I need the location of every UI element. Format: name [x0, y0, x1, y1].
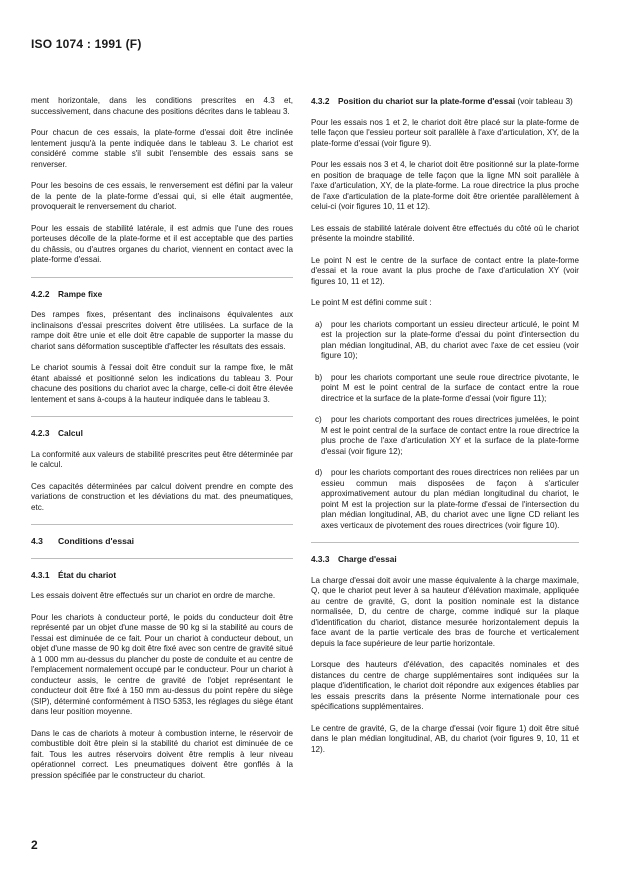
paragraph: Le centre de gravité, G, de la charge d'essai (voir figure 1) doit être situé dans le plan médian longitudinal, AB, du chariot (voir figures 9, 10, 11 et 12).: [311, 723, 579, 754]
paragraph: Le point M est défini comme suit :: [311, 298, 432, 307]
list-text: pour les chariots comportant des roues directrices non reliées par un essieu commun mais disposées de façon à s'articuler approximativement autour du plan médian longitudinal du chariot, le point M est la projection sur la plate-forme d'essai de l'intersection du plan médian longitudinal, AB, du chariot avec une ligne CD reliant les axes verticaux de pivotement des roues directrices (voir figure 10).: [321, 468, 579, 530]
paragraph: Pour les essais de stabilité latérale, il est admis que l'une des roues porteuses décolle de la plate-forme et il est acceptable que des parties du châssis, ou d'autres organes du chariot, viennent en contact avec la plate-forme d'essai.: [31, 223, 293, 264]
section-title: Rampe fixe: [58, 288, 103, 299]
right-column: [311, 96, 579, 766]
section-number: 4.3.1: [31, 569, 50, 580]
list-label: a): [315, 319, 323, 329]
section-heading-4-3-2: [311, 96, 579, 107]
divider: [31, 558, 293, 559]
list-item-c: [311, 415, 579, 457]
list-item-a: [311, 320, 579, 362]
section-number: 4.2.2: [31, 288, 50, 299]
paragraph: Le chariot soumis à l'essai doit être conduit sur la rampe fixe, le mât étant abaissé et positionné selon les indications du tableau 3. Pour chacune des positions du chariot avec la charge, celle-ci doit être élevée lentement et sans à-coups à la hauteur indiquée dans le tableau 3.: [31, 363, 293, 404]
paragraph: Lorsque des hauteurs d'élévation, des capacités nominales et des distances du centre de charge supplémentaires sont indiquées sur la plaque d'identification, le chariot doit répondre aux exigences établies par les essais prescrits dans la présente Norme internationale pour ces spécifications supplémentaires.: [311, 660, 579, 711]
paragraph: Le point N est le centre de la surface de contact entre la plate-forme d'essai et la roue avant la plus proche de l'axe d'articulation XY (voir figures 10, 11 et 12).: [311, 255, 579, 286]
list-text: pour les chariots comportant des roues directrices jumelées, le point M est le point central de la surface de contact entre la roue directrice la plus proche de l'axe d'articulation XY et la surface de la plate-forme d'essai (voir figure 12);: [321, 415, 579, 456]
section-title: Charge d'essai: [338, 554, 397, 564]
page-number: 2: [31, 838, 38, 852]
paragraph: Ces capacités déterminées par calcul doivent prendre en compte des variations de construction et les déviations du mat. des pneumatiques, etc.: [31, 481, 293, 512]
section-title: Calcul: [58, 428, 83, 438]
section-heading-4-2-2: [31, 289, 293, 300]
paragraph: Pour les essais nos 3 et 4, le chariot doit être positionné sur la plate-forme en position de braquage de telle façon que la ligne MN soit parallèle à l'axe d'articulation, XY, de la plate-forme. La roue directrice la plus proche de l'axe d'articulation de la plate-forme doit être orientée parallèlement à celui-ci (voir figures 10, 11 et 12).: [311, 160, 579, 211]
section-heading-4-3: [31, 536, 293, 547]
list-label: c): [315, 415, 322, 424]
list-text: pour les chariots comportant un essieu directeur articulé, le point M est la projection sur la plate-forme d'essai du point d'intersection du plan médian longitudinal, AB, du chariot avec l'axe de cet essieu (voir figure 10);: [321, 319, 579, 360]
left-column: [31, 96, 293, 792]
section-title: État du chariot: [58, 569, 117, 580]
list-label: b): [315, 372, 323, 382]
paragraph: Pour les essais nos 1 et 2, le chariot doit être placé sur la plate-forme de telle façon que l'essieu porteur soit parallèle à l'axe d'articulation, XY, de la plate-forme d'essai (voir figure 9).: [311, 117, 579, 148]
paragraph: Des rampes fixes, présentant des inclinaisons équivalentes aux inclinaisons d'essai prescrites doivent être utilisées. La surface de la rampe doit être unie et elle doit être capable de supporter la masse du chariot sans déformation susceptible d'affecter les résultats des essais.: [31, 310, 293, 351]
section-reference: (voir tableau 3): [517, 96, 573, 106]
paragraph: Pour les chariots à conducteur porté, le poids du conducteur doit être représenté par un objet d'une masse de 90 kg si la stabilité au cours de l'essai est diminuée de ce fait. Pour un chariot à conducteur debout, un objet d'une masse de 90 kg doit être fixé avec son centre de gravité situé à 1 000 mm au-dessus du plancher du poste de conduite et au centre de l'emplacement normalement occupé par le conducteur. Pour un chariot à conducteur assis, le centre de gravité de l'objet représentant le conducteur doit être fixé à 150 mm au-dessus du point repère du siège (SIP), déterminé conformément à l'ISO 5353, les réglages du siège étant dans leur position moyenne.: [31, 612, 293, 716]
section-heading-4-3-1: [31, 570, 293, 581]
list-item-d: [311, 468, 579, 531]
divider: [31, 416, 293, 417]
section-number: 4.3: [31, 536, 43, 546]
paragraph: La charge d'essai doit avoir une masse équivalente à la charge maximale, Q, que le chariot peut lever à sa hauteur d'élévation maximale, appliquée au centre de gravité, G, dont la position nominale est la distance normalisée, D, du centre de charge, comme indiqué sur la plaque d'identification du chariot, distance mesurée horizontalement depuis la face avant de la partie verticale des bras de fourche et verticalement depuis la face supérieure de leur partie horizontale.: [311, 575, 579, 648]
paragraph: Dans le cas de chariots à moteur à combustion interne, le réservoir de combustible doit être plein si la stabilité du chariot est diminuée de ce fait. Tous les autres réservoirs doivent être remplis à leur niveau opérationnel correct. Les pneumatiques doivent être gonflés à la pression spécifiée par le constructeur du chariot.: [31, 728, 293, 780]
section-heading-4-2-3: [31, 428, 293, 439]
paragraph: La conformité aux valeurs de stabilité prescrites peut être déterminée par le calcul.: [31, 449, 293, 469]
list-item-b: [311, 373, 579, 405]
divider: [31, 524, 293, 525]
paragraph: ment horizontale, dans les conditions prescrites en 4.3 et, successivement, dans chacune des positions décrites dans le tableau 3.: [31, 96, 293, 116]
section-number: 4.3.2: [311, 96, 330, 106]
section-number: 4.3.3: [311, 554, 330, 564]
section-title: Conditions d'essai: [58, 536, 135, 546]
section-heading-4-3-3: [311, 554, 579, 565]
divider: [311, 542, 579, 543]
paragraph: Pour chacun de ces essais, la plate-forme d'essai doit être inclinée lentement jusqu'à la pente indiquée dans le tableau 3. Le chariot est considéré comme stable s'il subit l'ensemble des essais sans se renverser.: [31, 128, 293, 169]
list-label: d): [315, 468, 323, 477]
paragraph: Les essais de stabilité latérale doivent être effectués du côté où le chariot présente la moindre stabilité.: [311, 223, 579, 243]
divider: [31, 277, 293, 278]
list-text: pour les chariots comportant une seule roue directrice pivotante, le point M est le point central de la surface de contact entre la roue directrice et la surface de la plate-forme d'essai (voir figure 11);: [321, 372, 579, 403]
page-header: ISO 1074 : 1991 (F): [31, 37, 142, 51]
section-number: 4.2.3: [31, 428, 50, 438]
paragraph: Pour les besoins de ces essais, le renversement est défini par la valeur de la pente de la plate-forme d'essai qui, si elle était augmentée, provoquerait le renversement du chariot.: [31, 181, 293, 211]
paragraph: Les essais doivent être effectués sur un chariot en ordre de marche.: [31, 591, 276, 600]
section-title: Position du chariot sur la plate-forme d'essai: [338, 96, 516, 106]
